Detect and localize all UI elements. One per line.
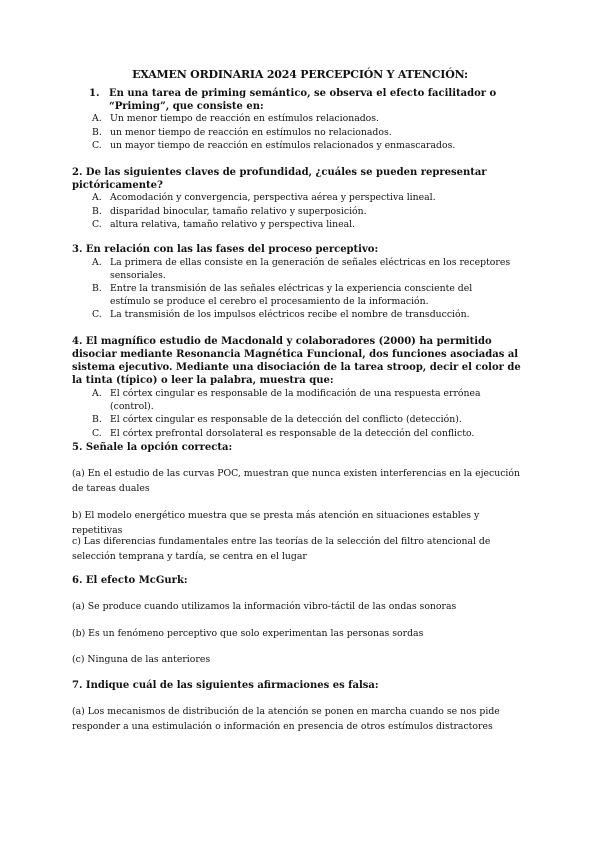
option-1a: A. Un menor tiempo de reacción en estímulos relacionados. [92, 113, 380, 124]
option-4c: C. El córtex prefrontal dorsolateral es responsable de la detección del conflicto. [92, 427, 475, 439]
question-6: 6. El efecto McGurk: [72, 575, 188, 586]
question-5: 5. Señale la opción correcta: [72, 442, 233, 453]
option-3a: A. La primera de ellas consiste en la generación de señales eléctricas en los receptores sensoriales. [92, 257, 511, 281]
question-1-number: 1. [89, 88, 100, 99]
option-3b: B. Entre la transmisión de las señales eléctricas y la experiencia consciente del estímulo se produce el cerebro el procesamiento de la información. [92, 283, 473, 307]
option-7a: (a) Los mecanismos de distribución de la atención se ponen en marcha cuando se nos pide responder a una estimulación o información en presencia de otros estímulos distractores [72, 706, 500, 732]
question-4: 4. El magnífico estudio de Macdonald y colaboradores (2000) ha permitido disociar mediante Resonancia Magnética Funcional, dos funciones asociadas al sistema ejecutivo. Mediante una disociación de la tarea stroop, decir el color de la tinta (típico) o leer la palabra, muestra que: [72, 336, 521, 386]
question-3-options [92, 257, 512, 323]
question-1-text: En una tarea de priming semántico, se observa el efecto facilitador o “Priming”, que consiste en: [109, 88, 497, 112]
option-2b: B. disparidad binocular, tamaño relativo y superposición. [92, 205, 367, 217]
option-2c: C. altura relativa, tamaño relativo y perspectiva lineal. [92, 219, 356, 230]
question-1-options [92, 113, 512, 154]
option-5a: (a) En el estudio de las curvas POC, muestran que nunca existen interferencias en la ejecución de tareas duales [72, 468, 520, 494]
option-6c: (c) Ninguna de las anteriores [72, 654, 211, 665]
option-6b: (b) Es un fenómeno perceptivo que solo experimentan las personas sordas [72, 628, 424, 639]
question-7: 7. Indique cuál de las siguientes afirmaciones es falsa: [72, 680, 379, 691]
exam-title: EXAMEN ORDINARIA 2024 PERCEPCIÓN Y ATENCIÓN: [132, 68, 468, 81]
option-4b: B. El córtex cingular es responsable de la detección del conflicto (detección). [92, 414, 462, 425]
option-5c: c) Las diferencias fundamentales entre las teorías de la selección del filtro atencional de selección temprana y tardía, se centra en el lugar [72, 536, 491, 562]
question-1 [91, 87, 531, 113]
option-5b: b) El modelo energético muestra que se presta más atención en situaciones estables y repetitivas [72, 510, 480, 536]
question-2-options [92, 192, 512, 233]
option-1b: B. un menor tiempo de reacción en estímulos no relacionados. [92, 126, 392, 138]
question-2: 2. De las siguientes claves de profundidad, ¿cuáles se pueden representar pictóricamente? [72, 167, 487, 191]
option-3c: C. La transmisión de los impulsos eléctricos recibe el nombre de transducción. [92, 309, 470, 320]
question-4-options [92, 388, 512, 441]
option-6a: (a) Se produce cuando utilizamos la información vibro-táctil de las ondas sonoras [72, 601, 457, 612]
option-1c: C. un mayor tiempo de reacción en estímulos relacionados y enmascarados. [92, 140, 456, 151]
option-4a: A. El córtex cingular es responsable de la modificación de una respuesta errónea (control). [92, 388, 481, 412]
question-3: 3. En relación con las las fases del proceso perceptivo: [72, 244, 379, 255]
option-2a: A. Acomodación y convergencia, perspectiva aérea y perspectiva lineal. [92, 192, 436, 203]
